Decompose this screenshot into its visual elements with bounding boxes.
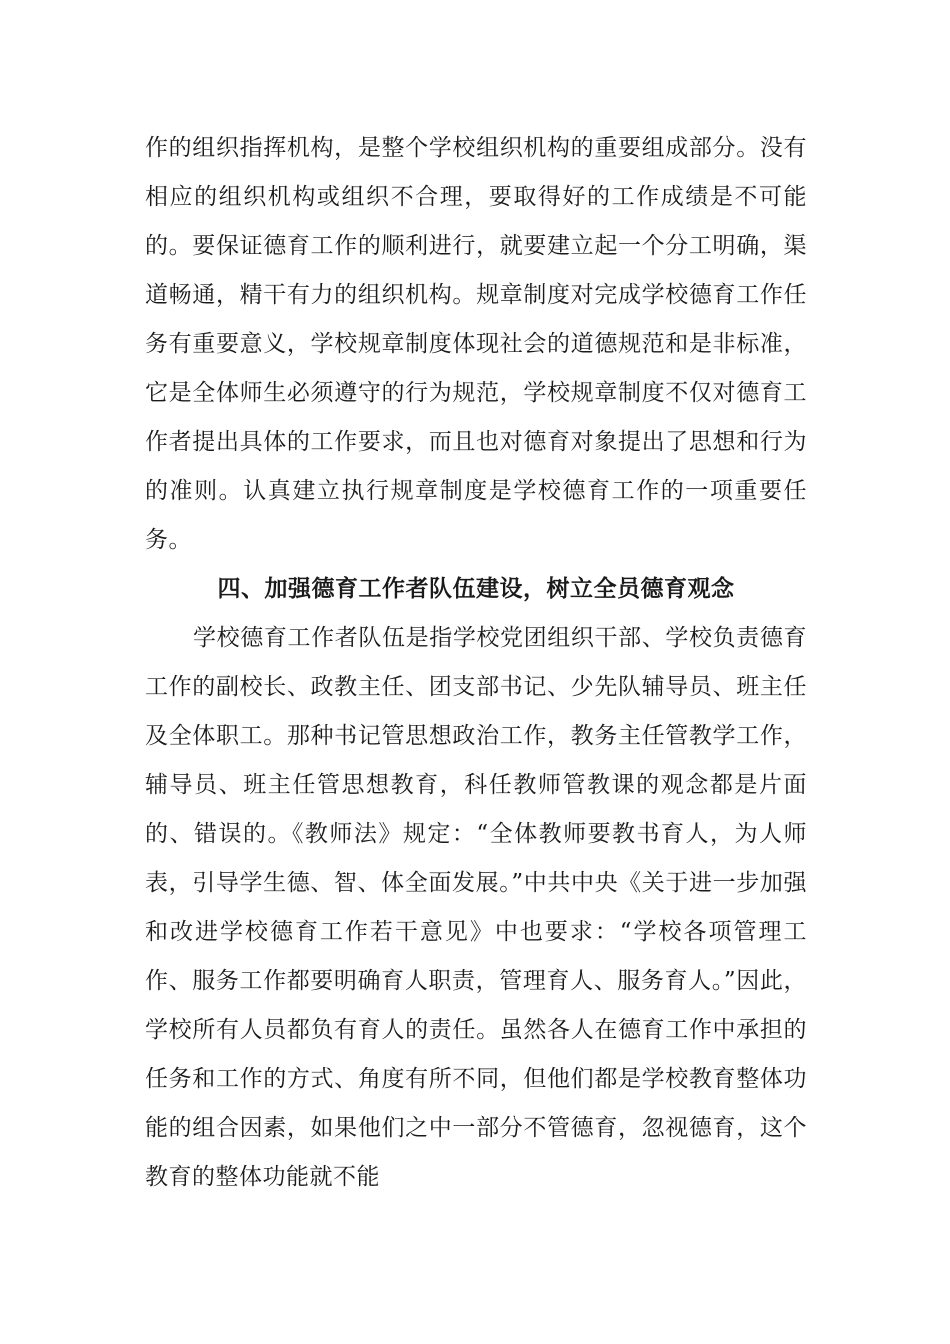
document-body <box>145 124 807 1202</box>
section-heading: 四、加强德育工作者队伍建设，树立全员德育观念 <box>217 576 735 602</box>
body-paragraph: 作的组织指挥机构，是整个学校组织机构的重要组成部分。没有相应的组织机构或组织不合理，要取得好的工作成绩是不可能的。要保证德育工作的顺利进行，就要建立起一个分工明确，渠道畅通，精干有力的组织机构。规章制度对完成学校德育工作任务有重要意义，学校规章制度体现社会的道德规范和是非标准，它是全体师生必须遵守的行为规范，学校规章制度不仅对德育工作者提出具体的工作要求，而且也对德育对象提出了思想和行为的准则。认真建立执行规章制度是学校德育工作的一项重要任务。 <box>145 135 807 553</box>
body-paragraph: 学校德育工作者队伍是指学校党团组织干部、学校负责德育工作的副校长、政教主任、团支部书记、少先队辅导员、班主任及全体职工。那种书记管思想政治工作，教务主任管教学工作，辅导员、班主任管思想教育，科任教师管教课的观念都是片面的、错误的。《教师法》规定：“全体教师要教书育人，为人师表，引导学生德、智、体全面发展。”中共中央《关于进一步加强和改进学校德育工作若干意见》中也要求：“学校各项管理工作、服务工作都要明确育人职责，管理育人、服务育人。”因此，学校所有人员都负有育人的责任。虽然各人在德育工作中承担的任务和工作的方式、角度有所不同，但他们都是学校教育整体功能的组合因素，如果他们之中一部分不管德育，忽视德育，这个教育的整体功能就不能 <box>145 625 807 1190</box>
